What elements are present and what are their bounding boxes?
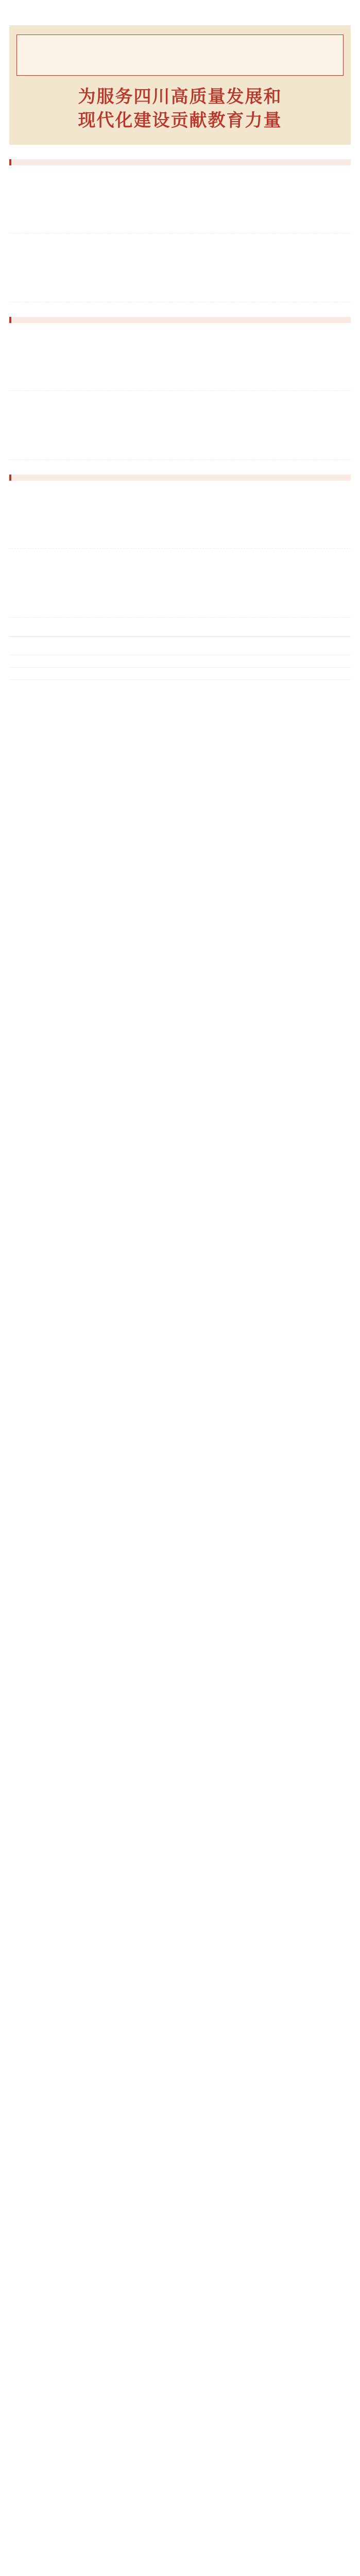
- paragraph: [9, 329, 351, 391]
- paragraph: [9, 241, 351, 302]
- banner: [9, 25, 351, 145]
- headline-line-2: 现代化建设贡献教育力量: [78, 110, 282, 131]
- lead-box: [16, 35, 344, 76]
- article-page: [0, 0, 360, 696]
- article-meta: [9, 10, 351, 17]
- section-heading-2: [9, 317, 351, 323]
- related-item[interactable]: [9, 655, 351, 668]
- paragraph: [9, 556, 351, 618]
- related-item[interactable]: [9, 668, 351, 680]
- banner-headline: [16, 85, 344, 132]
- section-heading-1: [9, 159, 351, 165]
- headline-line-1: 为服务四川高质量发展和: [78, 87, 282, 107]
- related-item[interactable]: [9, 643, 351, 655]
- paragraph: [9, 487, 351, 549]
- paragraph: [9, 172, 351, 233]
- paragraph: [9, 398, 351, 460]
- related-list: [9, 636, 351, 680]
- section-heading-3: [9, 474, 351, 481]
